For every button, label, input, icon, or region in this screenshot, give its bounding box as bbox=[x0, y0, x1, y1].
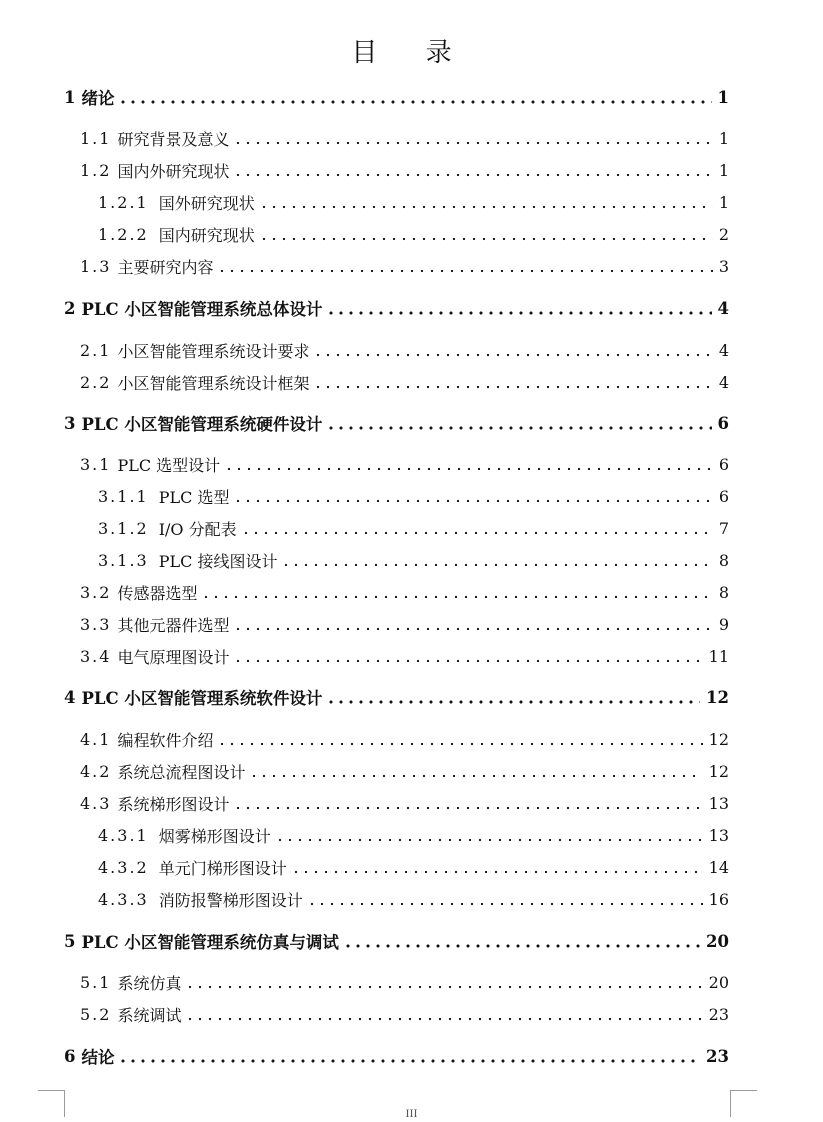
toc-entry-number: 3.1 bbox=[80, 454, 112, 474]
toc-entry-title: 电气原理图设计 bbox=[117, 647, 230, 667]
toc-dot-leader bbox=[326, 700, 700, 704]
toc-entry-number: 4.1 bbox=[80, 729, 112, 749]
toc-entry-page: 8 bbox=[718, 582, 729, 602]
toc-dot-leader bbox=[118, 1059, 700, 1063]
toc-entry[interactable] bbox=[80, 1001, 729, 1027]
toc-entry-page: 2 bbox=[718, 224, 729, 244]
toc-entry[interactable] bbox=[98, 221, 729, 247]
toc-entry-page: 9 bbox=[718, 614, 729, 634]
toc-entry-page: 1 bbox=[718, 128, 729, 148]
toc-entry-number: 2.1 bbox=[80, 340, 112, 360]
toc-entry[interactable] bbox=[64, 928, 729, 954]
toc-entry-title: PLC 接线图设计 bbox=[158, 551, 278, 571]
toc-entry-number: 1.3 bbox=[80, 256, 112, 276]
toc-entry[interactable] bbox=[98, 886, 729, 912]
toc-entry[interactable] bbox=[80, 758, 729, 784]
toc-entry-page: 7 bbox=[718, 518, 729, 538]
toc-dot-leader bbox=[233, 659, 702, 663]
toc-entry[interactable] bbox=[80, 253, 729, 279]
toc-entry-title: 绪论 bbox=[81, 89, 115, 108]
toc-entry-number: 3.1.3 bbox=[98, 550, 149, 570]
toc-entry-number: 3.3 bbox=[80, 614, 112, 634]
toc-entry-title: PLC 小区智能管理系统总体设计 bbox=[81, 300, 323, 319]
toc-entry[interactable] bbox=[64, 684, 729, 710]
toc-entry[interactable] bbox=[98, 515, 729, 541]
toc-entry[interactable] bbox=[80, 726, 729, 752]
toc-entry-number: 3.1.2 bbox=[98, 518, 149, 538]
toc-entry[interactable] bbox=[80, 125, 729, 151]
toc-dot-leader bbox=[118, 100, 711, 104]
toc-entry-number: 5.1 bbox=[80, 972, 112, 992]
toc-entry-title: PLC 选型设计 bbox=[117, 455, 221, 475]
toc-entry-number: 2.2 bbox=[80, 372, 112, 392]
toc-entry-page: 12 bbox=[706, 687, 729, 707]
toc-dot-leader bbox=[233, 173, 712, 177]
toc-dot-leader bbox=[233, 141, 712, 145]
toc-dot-leader bbox=[233, 627, 712, 631]
toc-entry-page: 23 bbox=[706, 1046, 729, 1066]
toc-entry-page: 16 bbox=[708, 889, 729, 909]
toc-dot-leader bbox=[217, 269, 712, 273]
footer-page-number: III bbox=[405, 1106, 418, 1120]
toc-dot-leader bbox=[259, 237, 713, 241]
toc-entry-title: PLC 小区智能管理系统软件设计 bbox=[81, 689, 323, 708]
toc-entry-page: 6 bbox=[718, 486, 729, 506]
toc-dot-leader bbox=[313, 385, 712, 389]
toc-entry-title: I/O 分配表 bbox=[158, 519, 237, 539]
toc-entry-number: 6 bbox=[64, 1046, 76, 1066]
toc-entry-page: 23 bbox=[708, 1004, 729, 1024]
toc-dot-leader bbox=[185, 1017, 702, 1021]
toc-entry-title: 编程软件介绍 bbox=[117, 730, 214, 750]
toc-entry-title: PLC 选型 bbox=[158, 487, 230, 507]
toc-dot-leader bbox=[233, 499, 712, 503]
toc-entry-title: 小区智能管理系统设计要求 bbox=[117, 341, 310, 361]
toc-entry-page: 20 bbox=[708, 972, 729, 992]
toc-entry-title: 系统仿真 bbox=[117, 973, 182, 993]
toc-dot-leader bbox=[185, 985, 702, 989]
toc-entry[interactable] bbox=[80, 579, 729, 605]
toc-entry[interactable] bbox=[64, 84, 729, 110]
toc-entry[interactable] bbox=[64, 295, 729, 321]
toc-entry[interactable] bbox=[80, 790, 729, 816]
toc-entry-title: 其他元器件选型 bbox=[117, 615, 230, 635]
toc-entry-title: 结论 bbox=[81, 1048, 115, 1067]
toc-entry-title: 研究背景及意义 bbox=[117, 129, 230, 149]
toc-entry-title: 国内研究现状 bbox=[158, 225, 255, 245]
toc-entry-title: 烟雾梯形图设计 bbox=[158, 826, 271, 846]
toc-entry[interactable] bbox=[98, 189, 729, 215]
toc-entry-number: 3.1.1 bbox=[98, 486, 149, 506]
toc-entry[interactable] bbox=[80, 969, 729, 995]
toc-entry-number: 2 bbox=[64, 298, 76, 318]
toc-entry-page: 1 bbox=[717, 87, 729, 107]
toc-entry-number: 4.3.1 bbox=[98, 825, 149, 845]
toc-entry-page: 4 bbox=[718, 340, 729, 360]
toc-dot-leader bbox=[275, 838, 703, 842]
toc-entry[interactable] bbox=[98, 854, 729, 880]
toc-entry-page: 1 bbox=[718, 192, 729, 212]
toc-entry-number: 3 bbox=[64, 413, 76, 433]
toc-entry-page: 8 bbox=[718, 550, 729, 570]
toc-entry-number: 5 bbox=[64, 931, 76, 951]
toc-entry-title: PLC 小区智能管理系统仿真与调试 bbox=[81, 933, 339, 952]
toc-entry-page: 13 bbox=[708, 825, 729, 845]
toc-entry-page: 3 bbox=[718, 256, 729, 276]
toc-entry[interactable] bbox=[80, 369, 729, 395]
toc-entry-title: 国外研究现状 bbox=[158, 193, 255, 213]
toc-dot-leader bbox=[241, 531, 713, 535]
toc-dot-leader bbox=[326, 311, 711, 315]
toc-dot-leader bbox=[259, 205, 713, 209]
toc-entry-number: 4.3.2 bbox=[98, 857, 149, 877]
toc-entry-title: 小区智能管理系统设计框架 bbox=[117, 373, 310, 393]
toc-entry[interactable] bbox=[80, 157, 729, 183]
toc-entry[interactable] bbox=[98, 822, 729, 848]
toc-entry-page: 20 bbox=[706, 931, 729, 951]
toc-entry[interactable] bbox=[80, 643, 729, 669]
toc-entry-number: 5.2 bbox=[80, 1004, 112, 1024]
toc-entry-page: 12 bbox=[708, 761, 729, 781]
toc-dot-leader bbox=[326, 426, 711, 430]
toc-entry-number: 1.2.2 bbox=[98, 224, 149, 244]
toc-entry-number: 4 bbox=[64, 687, 76, 707]
toc-entry-page: 12 bbox=[708, 729, 729, 749]
toc-entry-page: 1 bbox=[718, 160, 729, 180]
toc-entry-number: 1.2.1 bbox=[98, 192, 149, 212]
toc-entry[interactable] bbox=[64, 410, 729, 436]
toc-entry-title: 系统梯形图设计 bbox=[117, 794, 230, 814]
toc-dot-leader bbox=[307, 902, 703, 906]
toc-entry-title: 传感器选型 bbox=[117, 583, 198, 603]
toc-entry-title: 国内外研究现状 bbox=[117, 161, 230, 181]
toc-dot-leader bbox=[343, 944, 700, 948]
page-title: 目 录 bbox=[351, 38, 472, 68]
toc-entry-number: 3.2 bbox=[80, 582, 112, 602]
toc-dot-leader bbox=[233, 806, 702, 810]
toc-dot-leader bbox=[313, 353, 712, 357]
toc-entry-number: 3.4 bbox=[80, 646, 112, 666]
toc-entry[interactable] bbox=[80, 337, 729, 363]
toc-entry-page: 4 bbox=[717, 298, 729, 318]
toc-entry-number: 4.2 bbox=[80, 761, 112, 781]
toc-entry-title: 主要研究内容 bbox=[117, 257, 214, 277]
toc-dot-leader bbox=[291, 870, 703, 874]
toc-entry[interactable] bbox=[98, 483, 729, 509]
toc-entry-number: 1 bbox=[64, 87, 76, 107]
toc-entry-page: 14 bbox=[708, 857, 729, 877]
toc-dot-leader bbox=[224, 467, 713, 471]
toc-entry-page: 11 bbox=[708, 646, 729, 666]
toc-entry-page: 6 bbox=[717, 413, 729, 433]
toc-entry-page: 13 bbox=[708, 793, 729, 813]
toc-entry-title: 消防报警梯形图设计 bbox=[158, 890, 303, 910]
toc-dot-leader bbox=[201, 595, 712, 599]
toc-entry[interactable] bbox=[80, 451, 729, 477]
toc-entry-page: 6 bbox=[718, 454, 729, 474]
toc-dot-leader bbox=[249, 774, 702, 778]
toc-entry[interactable] bbox=[98, 547, 729, 573]
toc-entry-number: 1.1 bbox=[80, 128, 112, 148]
toc-dot-leader bbox=[217, 742, 702, 746]
toc-entry-title: 系统总流程图设计 bbox=[117, 762, 246, 782]
toc-entry-number: 4.3.3 bbox=[98, 889, 149, 909]
toc-entry-title: 单元门梯形图设计 bbox=[158, 858, 287, 878]
toc-entry-number: 1.2 bbox=[80, 160, 112, 180]
toc-dot-leader bbox=[281, 563, 712, 567]
toc-entry-number: 4.3 bbox=[80, 793, 112, 813]
toc-entry-title: 系统调试 bbox=[117, 1005, 182, 1025]
toc-entry[interactable] bbox=[64, 1043, 729, 1069]
toc-entry[interactable] bbox=[80, 611, 729, 637]
toc-entry-title: PLC 小区智能管理系统硬件设计 bbox=[81, 415, 323, 434]
toc-entry-page: 4 bbox=[718, 372, 729, 392]
